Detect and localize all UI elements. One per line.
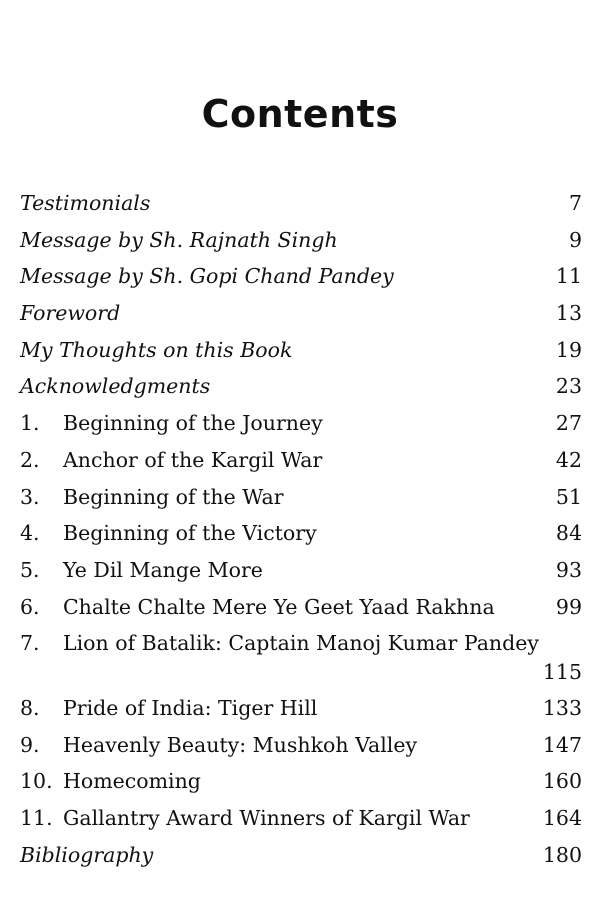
chapter-number: 4. — [20, 521, 40, 546]
toc-entry-message-rajnath-singh[interactable] — [20, 223, 582, 260]
toc-page-number: 133 — [542, 695, 582, 720]
toc-entry-chapter-9[interactable] — [20, 728, 582, 765]
toc-page-number: 147 — [542, 732, 582, 757]
chapter-number: 11. — [20, 806, 53, 830]
chapter-number: 9. — [20, 732, 40, 757]
toc-entry-title: Beginning of the Journey — [63, 411, 323, 436]
table-of-contents — [20, 186, 582, 874]
chapter-number: 5. — [20, 557, 40, 582]
toc-page-number: 93 — [555, 557, 582, 582]
toc-page-number: 19 — [555, 337, 582, 362]
toc-entry-chapter-4[interactable] — [20, 516, 582, 553]
toc-entry-title: Message by Sh. Rajnath Singh — [20, 227, 338, 252]
toc-entry-title: Testimonials — [20, 191, 151, 215]
chapter-number: 10. — [20, 769, 53, 794]
toc-page-number: 160 — [542, 769, 582, 794]
chapter-number: 8. — [20, 695, 40, 720]
chapter-number: 7. — [20, 631, 40, 656]
toc-entry-bibliography[interactable] — [20, 838, 582, 875]
chapter-number: 1. — [20, 411, 40, 436]
toc-entry-my-thoughts[interactable] — [20, 333, 582, 370]
toc-entry-title: My Thoughts on this Book — [20, 337, 293, 362]
toc-entry-title: Heavenly Beauty: Mushkoh Valley — [63, 732, 418, 757]
toc-entry-title: Bibliography — [20, 842, 154, 867]
toc-entry-title: Beginning of the War — [63, 484, 284, 509]
toc-entry-chapter-8[interactable] — [20, 691, 582, 728]
toc-entry-chapter-11[interactable] — [20, 801, 582, 838]
toc-page-number: 13 — [555, 301, 582, 326]
toc-entry-foreword[interactable] — [20, 296, 582, 333]
toc-entry-title: Acknowledgments — [20, 374, 211, 399]
page-title: Contents — [201, 92, 399, 136]
toc-entry-title: Pride of India: Tiger Hill — [63, 695, 318, 720]
toc-entry-title: Ye Dil Mange More — [63, 557, 263, 582]
toc-entry-chapter-7[interactable] — [20, 626, 582, 691]
toc-page-number: 27 — [555, 411, 582, 436]
toc-page-number: 11 — [555, 264, 582, 289]
chapter-number: 6. — [20, 594, 40, 619]
toc-page-number: 115 — [542, 659, 582, 684]
toc-page-number: 7 — [568, 191, 582, 215]
chapter-number: 2. — [20, 447, 40, 472]
toc-page-number: 42 — [555, 447, 582, 472]
toc-entry-title: Anchor of the Kargil War — [63, 447, 323, 472]
toc-entry-title: Lion of Batalik: Captain Manoj Kumar Pandey — [63, 631, 539, 656]
toc-entry-title: Homecoming — [63, 769, 201, 794]
toc-entry-testimonials[interactable] — [20, 186, 582, 223]
toc-entry-chapter-3[interactable] — [20, 480, 582, 517]
toc-entry-message-gopi-chand-pandey[interactable] — [20, 259, 582, 296]
toc-page-number: 84 — [555, 521, 582, 546]
toc-entry-chapter-1[interactable] — [20, 406, 582, 443]
toc-entry-title: Foreword — [20, 301, 121, 326]
toc-entry-chapter-6[interactable] — [20, 590, 582, 627]
toc-entry-chapter-5[interactable] — [20, 553, 582, 590]
toc-page-number: 180 — [542, 842, 582, 867]
toc-page-number: 164 — [542, 806, 582, 830]
toc-entry-chapter-10[interactable] — [20, 764, 582, 801]
toc-page-number: 23 — [555, 374, 582, 399]
toc-page-number: 51 — [555, 484, 582, 509]
chapter-number: 3. — [20, 484, 40, 509]
toc-entry-title: Beginning of the Victory — [63, 521, 317, 546]
toc-entry-title: Message by Sh. Gopi Chand Pandey — [20, 264, 394, 289]
toc-entry-title: Chalte Chalte Mere Ye Geet Yaad Rakhna — [63, 594, 495, 619]
toc-entry-title: Gallantry Award Winners of Kargil War — [63, 806, 470, 830]
toc-entry-acknowledgments[interactable] — [20, 369, 582, 406]
toc-entry-chapter-2[interactable] — [20, 443, 582, 480]
toc-page-number: 99 — [555, 594, 582, 619]
toc-page-number: 9 — [568, 227, 582, 252]
